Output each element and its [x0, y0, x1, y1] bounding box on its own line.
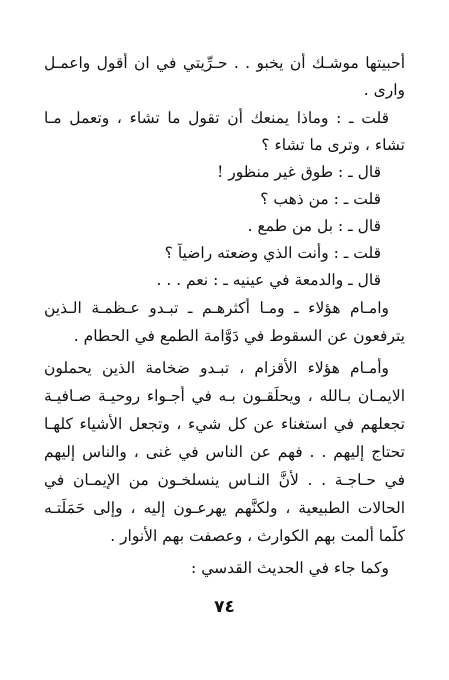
text-line: وارى .: [363, 81, 405, 99]
text-line: قلت ـ : وماذا يمنعك أن تقول ما تشاء ، وتعمل مـا: [44, 109, 389, 127]
text-line: وأمـام هؤلاء الأقزام ، تبـدو ضخامة الذين يحملون: [44, 359, 389, 377]
text-line: وامـام هؤلاء ـ ومـا أكثرهـم ـ تبـدو عـظمـة الـذين: [44, 299, 389, 317]
text-line: الحالات الطبيعية ، ولكنَّهم يهرعـون إليه ، وإلى حَمَلَتـه: [44, 499, 405, 517]
text-line: أحبيتها موشـك أن يخبو . . حـرِّيتي في ان أقول واعمـل: [44, 54, 405, 72]
dialogue-line: قلت ـ : من ذهب ؟: [260, 190, 381, 208]
dialogue-line: قال ـ : طوق غير منظور !: [217, 163, 381, 181]
text-line: تشاء ، وترى ما تشاء ؟: [261, 136, 405, 154]
dialogue-line: قال ـ : بل من طمع .: [247, 217, 381, 235]
dialogue-line: قال ـ والدمعة في عينيه ـ : نعم . . .: [156, 271, 381, 289]
text-line: كلَّما ألمت بهم الكوارث ، وعصفت بهم الأنوار .: [110, 527, 405, 545]
text-line: الايمـان بـالله ، ويحلِّقـون بـه في أجـواء روحيـة صـافيـة: [44, 387, 405, 405]
text-line: يترفعون عن السقوط في دَوَّامة الطمع في الحطام .: [73, 327, 405, 345]
text-line: وكما جاء في الحديث القدسي :: [191, 559, 389, 577]
text-line: تحتاج إليهم . . فهم عن الناس في غنى ، والناس إليهم: [44, 443, 405, 461]
page-number: ٧٤: [214, 597, 235, 617]
dialogue-line: قلت ـ : وأنت الذي وضعته راضياً ؟: [164, 244, 381, 262]
text-line: تجعلهم في استغناء عن كل شيء ، وتجعل الأشياء كلهـا: [44, 415, 405, 433]
text-line: في حـاجـة . . لأنَّ النـاس ينسلخـون من الإيمـان في: [44, 471, 405, 489]
